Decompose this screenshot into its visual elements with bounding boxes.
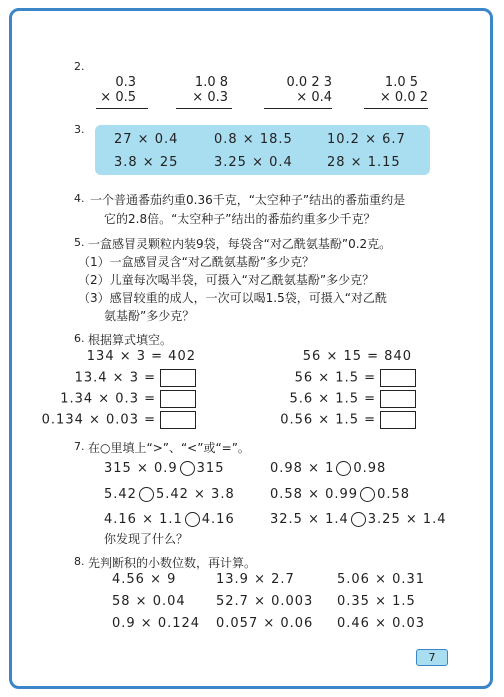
q2-problem-1: [96, 75, 148, 105]
q7-row-2-right: [270, 487, 410, 502]
q2-p3-rule: [264, 108, 332, 109]
q7-r3b-expr: 32.5 × 1.4: [270, 512, 349, 527]
q2-p1-rule: [96, 108, 148, 109]
q7-row-1-left: [104, 461, 224, 476]
q5-sub-3b: 氨基酚”多少克？: [104, 309, 195, 323]
q6-answer-box-4[interactable]: [380, 369, 416, 387]
q3-item-1: 27 × 0.4: [114, 132, 179, 147]
q7-compare-circle-1[interactable]: [180, 461, 195, 476]
q7-r1a-expr: 315 × 0.9: [104, 461, 178, 476]
q5-sub-2: （2）儿童每次喝半袋，可摄入“对乙酰氨基酚”多少克？: [78, 273, 375, 287]
q6-right-4: [280, 411, 416, 429]
q7-row-3-left: [104, 512, 235, 527]
q6-answer-box-5[interactable]: [380, 390, 416, 408]
q6-right-2: [295, 369, 416, 387]
q2-p3-bottom: × 0.4: [296, 90, 332, 105]
q6-left-3: [60, 390, 196, 408]
q3-item-6: 28 × 1.15: [327, 155, 401, 170]
q7-r2a-expr: 5.42: [104, 487, 137, 502]
q6-answer-box-2[interactable]: [160, 390, 196, 408]
q7-question: 你发现了什么？: [104, 532, 189, 546]
q7-compare-circle-6[interactable]: [351, 512, 366, 527]
q6-right-3-text: 5.6 × 1.5 =: [289, 391, 376, 407]
q5-number: 5.: [74, 236, 85, 249]
q5-line-1: 一盒感冒灵颗粒内装9袋，每袋含“对乙酰氨基酚”0.2克。: [88, 237, 392, 251]
q6-answer-box-6[interactable]: [380, 411, 416, 429]
q7-title: 在○里填上“>”、“<”或“=”。: [88, 441, 250, 455]
q3-item-3: 10.2 × 6.7: [327, 132, 406, 147]
q2-problem-4: [364, 75, 428, 105]
q6-left-2: [75, 369, 196, 387]
q8-number: 8.: [74, 555, 85, 568]
q6-left-1: 134 × 3 = 402: [86, 349, 196, 364]
q3-item-2: 0.8 × 18.5: [214, 132, 293, 147]
page-number: 7: [416, 649, 448, 666]
q8-title: 先判断积的小数位数，再计算。: [88, 556, 257, 570]
q6-right-3: [289, 390, 416, 408]
q2-problem-3: [264, 75, 332, 105]
q7-compare-circle-3[interactable]: [139, 487, 154, 502]
q7-r1b-value: 0.98: [353, 461, 387, 476]
q7-row-1-right: [270, 461, 386, 476]
q2-number: 2.: [74, 60, 85, 73]
q2-p2-rule: [176, 108, 232, 109]
q6-right-4-text: 0.56 × 1.5 =: [280, 412, 376, 428]
q6-right-1: 56 × 15 = 840: [302, 349, 412, 364]
q6-title: 根据算式填空。: [88, 333, 173, 347]
q4-number: 4.: [74, 192, 85, 205]
q7-r3a-expr: 4.16 × 1.1: [104, 512, 183, 527]
q4-line-1: 一个普通番茄约重0.36千克，“太空种子”结出的番茄重约是: [90, 193, 406, 207]
q7-compare-circle-2[interactable]: [336, 461, 351, 476]
q8-item-7: 0.9 × 0.124: [112, 616, 201, 631]
q7-r1b-expr: 0.98 × 1: [270, 461, 335, 476]
q8-item-4: 58 × 0.04: [112, 594, 186, 609]
q2-p4-top: 1.0 5: [384, 75, 418, 90]
q6-answer-box-1[interactable]: [160, 369, 196, 387]
q2-p2-bottom: × 0.3: [192, 90, 228, 105]
q8-item-3: 5.06 × 0.31: [337, 572, 426, 587]
q2-p2-top: 1.0 8: [194, 75, 228, 90]
q7-row-2-left: [104, 487, 235, 502]
q3-item-4: 3.8 × 25: [114, 155, 179, 170]
q6-number: 6.: [74, 332, 85, 345]
q2-problem-2: [176, 75, 232, 105]
q7-compare-circle-5[interactable]: [185, 512, 200, 527]
q5-sub-1: （1）一盒感冒灵含“对乙酰氨基酚”多少克？: [78, 255, 315, 269]
q7-compare-circle-4[interactable]: [360, 487, 375, 502]
q8-item-5: 52.7 × 0.003: [216, 594, 314, 609]
q7-r1a-value: 315: [196, 461, 225, 476]
q2-p4-rule: [364, 108, 428, 109]
q7-r2b-value: 0.58: [377, 487, 411, 502]
q6-left-4: [42, 411, 196, 429]
q5-sub-3a: （3）感冒较重的成人，一次可以喝1.5袋，可摄入“对乙酰: [78, 291, 387, 305]
q3-item-5: 3.25 × 0.4: [214, 155, 293, 170]
q6-right-2-text: 56 × 1.5 =: [294, 370, 376, 386]
q6-left-2-text: 13.4 × 3 =: [74, 370, 156, 386]
q2-p3-top: 0.0 2 3: [286, 75, 332, 90]
q6-answer-box-3[interactable]: [160, 411, 196, 429]
q8-item-8: 0.057 × 0.06: [216, 616, 314, 631]
q6-left-3-text: 1.34 × 0.3 =: [60, 391, 156, 407]
q3-number: 3.: [74, 123, 85, 136]
q7-r2b-expr: 0.58 × 0.99: [270, 487, 359, 502]
q8-item-1: 4.56 × 9: [112, 572, 177, 587]
q7-r2a-value: 5.42 × 3.8: [155, 487, 235, 502]
q2-p4-bottom: × 0.0 2: [379, 90, 428, 105]
q8-item-6: 0.35 × 1.5: [337, 594, 416, 609]
q2-p1-top: 0.3: [115, 75, 136, 90]
q7-r3a-value: 4.16: [201, 512, 235, 527]
q6-left-4-text: 0.134 × 0.03 =: [41, 412, 156, 428]
q8-item-2: 13.9 × 2.7: [216, 572, 295, 587]
q8-item-9: 0.46 × 0.03: [337, 616, 426, 631]
q2-p1-bottom: × 0.5: [100, 90, 136, 105]
q7-number: 7.: [74, 440, 85, 453]
q7-r3b-value: 3.25 × 1.4: [367, 512, 447, 527]
q4-line-2: 它的2.8倍。“太空种子”结出的番茄约重多少千克？: [104, 212, 376, 226]
q7-row-3-right: [270, 512, 447, 527]
